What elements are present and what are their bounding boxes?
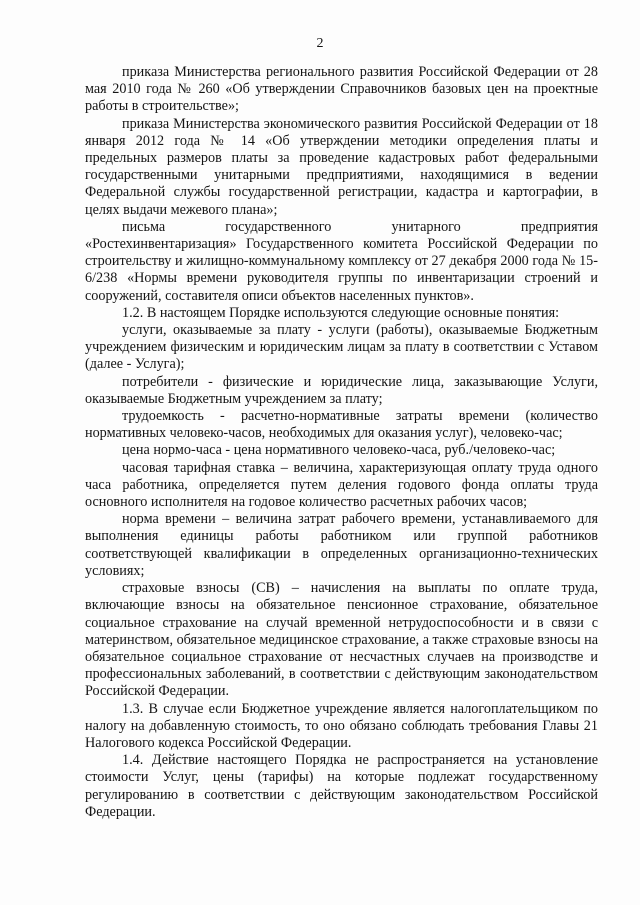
definition-labor-intensity: трудоемкость - расчетно-нормативные затраты времени (количество нормативных человеко-часов, необходимых для оказания услуг), человеко-час;	[85, 408, 598, 442]
page-number: 2	[316, 36, 324, 51]
document-body	[85, 64, 598, 821]
paragraph-rostekhinventarizatsiya: «Ростехинвентаризация» Государственного комитета Российской Федерации по строительству и жилищно-коммунальному комплексу от 27 декабря 2000 года № 15-6/238 «Нормы времени руководителя группы по инвентаризации строений и сооружений, составителя описи объектов населенных пунктов».	[85, 236, 598, 304]
paragraph-order-ministry-economic-development: приказа Министерства экономического развития Российской Федерации от 18 января 2012 года № 14 «Об утверждении методики определения платы и предельных размеров платы за проведение кадастровых работ федеральными государственными унитарными предприятиями, находящимися в ведении Федеральной службы государственной регистрации, кадастра и картографии, в целях выдачи межевого плана»;	[85, 115, 598, 218]
definition-insurance-contributions: страховые взносы (СВ) – начисления на выплаты по оплате труда, включающие взносы на обязательное пенсионное страхование, обязательное социальное страхование на случай временной нетрудоспособности и в связи с материнством, обязательное медицинское страхование, а также страховые взносы на обязательное социальное страхование от несчастных случаев на производстве и профессиональных заболеваний, в соответствии с действующим законодательством Российской Федерации.	[85, 580, 598, 700]
definition-hourly-tariff-rate: часовая тарифная ставка – величина, характеризующая оплату труда одного часа работника, определяется путем деления годового фонда оплаты труда основного исполнителя на годовое количество расчетных рабочих часов;	[85, 459, 598, 511]
paragraph-letter-state-enterprise: письма государственного унитарного предприятия	[122, 218, 598, 235]
definition-consumers: потребители - физические и юридические лица, заказывающие Услуги, оказываемые Бюджетным учреждением за плату;	[85, 373, 598, 407]
definition-norm-hour-price: цена нормо-часа - цена нормативного человеко-часа, руб./человеко-час;	[122, 442, 556, 459]
paragraph-section-1-3: 1.3. В случае если Бюджетное учреждение является налогоплательщиком по налогу на добавленную стоимость, то оно обязано соблюдать требования Главы 21 Налогового кодекса Российской Федерации.	[85, 700, 598, 751]
definition-time-norm: норма времени – величина затрат рабочего времени, устанавливаемого для выполнения единицы работы работником или группой работников соответствующей квалификации в определенных организационно-технических условиях;	[85, 511, 598, 579]
definition-services: услуги, оказываемые за плату - услуги (работы), оказываемые Бюджетным учреждением физическим и юридическим лицам за плату в соответствии с Уставом (далее - Услуга);	[85, 322, 598, 373]
paragraph-section-1-4: 1.4. Действие настоящего Порядка не распространяется на установление стоимости Услуг, цены (тарифы) на которые подлежат государственному регулированию в соответствии с действующим законодательством Российской Федерации.	[85, 752, 598, 820]
paragraph-order-ministry-regional-development: приказа Министерства регионального развития Российской Федерации от 28 мая 2010 года № 260 «Об утверждении Справочников базовых цен на проектные работы в строительстве»;	[85, 64, 598, 115]
paragraph-section-1-2: 1.2. В настоящем Порядке используются следующие основные понятия:	[122, 304, 560, 321]
